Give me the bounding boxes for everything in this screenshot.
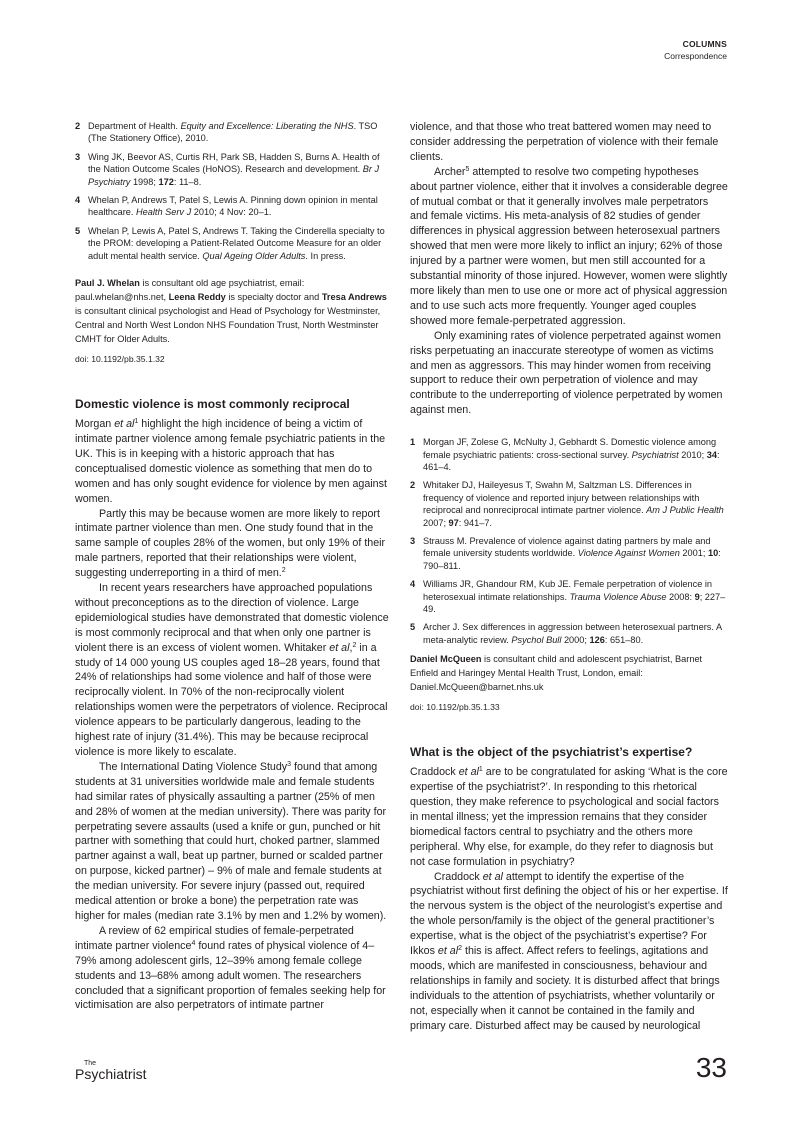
- italic-run: Trauma Violence Abuse: [569, 591, 667, 602]
- text-run: : 790–811.: [423, 548, 721, 571]
- italic-run: Equity and Excellence: Liberating the NHS: [180, 121, 354, 131]
- text-run: Whitaker DJ, Haileyesus T, Swahn M, Saltzman LS. Differences in frequency of violence and reported injury between relationships with reciprocal and nonreciprocal intimate partner violence.: [423, 480, 700, 516]
- text-run: : 461–4.: [423, 449, 720, 472]
- italic-run: Psychol Bull: [511, 634, 562, 645]
- left-column: [75, 120, 389, 1013]
- subsection-label: Correspondence: [664, 51, 727, 61]
- italic-run: Health Serv J: [136, 207, 192, 218]
- text-run: : 11–8.: [173, 176, 202, 187]
- reference-number: 3: [75, 151, 81, 162]
- author-note: [75, 276, 389, 346]
- bold-run: 97: [448, 517, 459, 528]
- text-run: : 941–7.: [458, 517, 492, 528]
- text-run: Partly this may be because women are more likely to report intimate partner violence than men. One study found that in the same sample of couples 28% of the women, but only 19% of their male partners, reported that their relationships were violent, suggesting underreporting in a third of men.: [75, 507, 386, 580]
- reference-text: [88, 120, 389, 145]
- text-run: in a study of 14 000 young US couples aged 18–28 years, found that 24% of relationships had some violence and half of those were reciprocally violent. In 70% of the non-reciprocally violent relationships women were the perpetrators of violence. Reciprocal violence appears to be particularly dangerous, leading to the highest rate of injury (31.4%). This may be because reciprocal violence is more likely to escalate.: [75, 641, 388, 758]
- bold-run: 126: [589, 634, 605, 645]
- reference-item: [410, 621, 728, 646]
- citation-superscript: 1: [134, 418, 139, 426]
- reference-list: [410, 436, 728, 646]
- text-run: attempted to resolve two competing hypotheses about partner violence, either that it involves a considerable degree of mutual combat or that it generally involves male perpetrators and female victims. His meta-analysis of 82 studies of gender differences in physical aggression between heterosexual partners showed that men were more likely to inflict an injury; 62% of those injured by a partner were women, but men still accounted for a substantial minority of those injured. However, women were slightly more likely than men to use one or more act of physical aggression and to use such acts more frequently. Younger aged couples showed more female-perpetrated aggression.: [410, 165, 728, 327]
- text-run: highlight the high incidence of being a victim of intimate partner violence among female psychiatric patients in the UK. This is in keeping with a historic approach that has conceptualised domestic violence as something that men do to women and has only sought evidence for violence by men against women.: [75, 418, 387, 505]
- bold-run: Tresa Andrews: [321, 292, 387, 303]
- article-body: [75, 417, 389, 1013]
- reference-item: [410, 578, 728, 615]
- paragraph: [75, 760, 389, 924]
- reference-number: 5: [410, 622, 416, 633]
- journal-logo: [75, 1060, 147, 1082]
- italic-run: Qual Ageing Older Adults: [202, 250, 306, 261]
- bold-run: Daniel McQueen: [410, 654, 482, 665]
- text-run: is consultant clinical psychologist and Head of Psychology for Westminster, Central and North West London NHS Foundation Trust, North Westminster CMHT for Older Adults.: [75, 306, 381, 345]
- italic-run: Psychiatrist: [631, 449, 679, 460]
- text-run: Wing JK, Beevor AS, Curtis RH, Park SB, Hadden S, Burns A. Health of the Nation Outcome Scales (HoNOS). Research and development.: [88, 151, 380, 175]
- paragraph: [75, 581, 389, 760]
- paragraph: [410, 765, 728, 869]
- reference-number: 1: [410, 437, 416, 448]
- text-run: Only examining rates of violence perpetrated against women risks perpetuating an inaccurate stereotype of women as victims and men as aggressors. This may hinder women from receiving support to reduce their own perpetration of violence and may contribute to the underreporting of violence perpetrated by women against men.: [410, 329, 723, 417]
- text-run: Whelan P, Andrews T, Patel S, Lewis A. Pinning down opinion in mental healthcare.: [88, 195, 378, 218]
- italic-run: et al: [437, 945, 459, 958]
- text-run: 2010;: [678, 449, 707, 460]
- paragraph: [410, 870, 728, 1034]
- reference-text: [88, 194, 389, 219]
- reference-item: [410, 436, 728, 473]
- doi: doi: 10.1192/pb.35.1.33: [410, 702, 500, 713]
- paragraph: [410, 165, 728, 329]
- text-run: : 651–80.: [604, 634, 644, 645]
- reference-item: [410, 479, 728, 529]
- reference-text: [423, 535, 728, 572]
- paragraph: [75, 507, 389, 582]
- bold-run: Paul J. Whelan: [75, 278, 140, 289]
- reference-number: 5: [75, 225, 81, 236]
- paragraph: [410, 120, 728, 165]
- italic-run: Violence Against Women: [577, 548, 680, 559]
- paragraph: [75, 417, 389, 506]
- paragraph: [410, 329, 728, 418]
- italic-run: et al: [458, 766, 479, 779]
- reference-item: [75, 120, 389, 145]
- logo-the: The: [84, 1060, 97, 1067]
- doi: doi: 10.1192/pb.35.1.32: [75, 354, 165, 365]
- text-run: is specialty doctor and: [225, 292, 322, 303]
- section-label: COLUMNS: [682, 39, 727, 49]
- citation-superscript: 1: [478, 766, 483, 774]
- text-run: 2010; 4 Nov: 20–1.: [191, 207, 272, 218]
- reference-text: [423, 436, 728, 473]
- bold-run: 9: [694, 591, 700, 602]
- reference-number: 4: [75, 195, 81, 206]
- reference-item: [410, 535, 728, 572]
- reference-list: [75, 120, 389, 262]
- bold-run: Leena Reddy: [168, 292, 226, 303]
- italic-run: et al: [114, 418, 135, 431]
- text-run: 2000;: [561, 634, 590, 645]
- text-run: Archer J. Sex differences in aggression between heterosexual partners. A meta-analytic review.: [423, 622, 722, 645]
- text-run: 2007;: [423, 517, 449, 528]
- text-run: found rates of physical violence of 4–79% among adolescent girls, 12–39% among female college students and 13–68% among adult women. The researchers concluded that a significant proportion of females seeking help for victimisation are also perpetrators of intimate partner: [75, 939, 386, 1012]
- text-run: 2001;: [679, 548, 708, 559]
- text-run: found that among students at 31 universities worldwide male and female students had similar rates of physically assaulting a partner (25% of men and 28% of women at the median university). There was parity for perpetrating severe assaults (used a knife or gun, punched or hit partner with something that could hurt, choked partner, slammed partner against a wall, beat up partner, burned or scalded partner on purpose, kicked partner) – 9% of male and female students at the median university. For severe injury (passed out, required medical attention or broke a bone) the perpetration rate was higher for males (median rate 3.1% by men and 1.2% by women).: [75, 760, 387, 922]
- text-run: violence, and that those who treat battered women may need to consider addressing the perpetration of violence with their female clients.: [410, 121, 719, 163]
- citation-superscript: 3: [287, 760, 292, 768]
- text-run: Craddock: [410, 766, 459, 779]
- text-run: is consultant old age psychiatrist, email: paul.whelan@nhs.net,: [75, 278, 305, 303]
- text-run: this is affect. Affect refers to feelings, agitations and moods, which are manifested in consciousness, behaviour and relationships in family and society. It is disturbed affect that brings individuals to the attention of psychiatrists, whether voluntarily or not, especially when it cannot be contained in the family and primary care. Disturbed affect may be caused by neurological: [410, 945, 720, 1032]
- text-run: Morgan: [75, 418, 115, 431]
- text-run: ; 227–49.: [423, 591, 726, 614]
- bold-run: 172: [158, 176, 174, 187]
- text-run: ,: [349, 641, 353, 654]
- italic-run: et al: [329, 641, 350, 654]
- reference-number: 2: [75, 121, 81, 131]
- reference-number: 3: [410, 535, 416, 546]
- citation-superscript: 4: [191, 939, 196, 947]
- citation-superscript: 2: [352, 641, 357, 649]
- reference-text: [88, 225, 389, 262]
- text-run: . In press.: [305, 250, 346, 261]
- text-run: are to be congratulated for asking ‘What is the core expertise of the psychiatrist?’. In responding to this rhetorical question, they make reference to psychological and social factors in mental illness; yet the impression remains that they consider biomedical factors central to psychiatry and the others more peripheral. Why else, for example, do they refer to diagnosis but not case formulation in psychiatry?: [410, 766, 728, 868]
- italic-run: Br J Psychiatry: [88, 164, 380, 187]
- citation-superscript: 2: [281, 567, 286, 575]
- article-heading: What is the object of the psychiatrist’s expertise?: [410, 745, 693, 760]
- text-run: In recent years researchers have approached populations without preconceptions as to the direction of violence. Large epidemiological studies have demonstrated that domestic violence is most commonly reciprocal and that when only one partner is violent there is an excess of violent women. Whitaker: [75, 582, 389, 654]
- running-header: [664, 38, 727, 62]
- text-run: 2008:: [666, 591, 695, 602]
- reference-item: [75, 225, 389, 262]
- text-run: 1998;: [130, 176, 159, 187]
- reference-item: [75, 151, 389, 188]
- text-run: A review of 62 empirical studies of female-perpetrated intimate partner violence: [75, 924, 354, 952]
- reference-number: 2: [410, 480, 416, 491]
- text-run: Archer: [434, 165, 466, 178]
- right-column: [410, 120, 728, 1034]
- reference-text: [423, 578, 728, 615]
- italic-run: Am J Public Health: [646, 505, 724, 516]
- reference-text: [88, 151, 389, 188]
- text-run: Craddock: [434, 870, 483, 883]
- text-run: Morgan JF, Zolese G, McNulty J, Gebhardt S. Domestic violence among female psychiatric patients: cross-sectional survey.: [423, 437, 717, 460]
- text-run: Williams JR, Ghandour RM, Kub JE. Female perpetration of violence in heterosexual intimate relationships.: [423, 579, 713, 602]
- article-body: [410, 765, 728, 1033]
- text-run: Whelan P, Lewis A, Patel S, Andrews T. Taking the Cinderella specialty to the PROM: developing a Patient-Related Outcome Measure for an older adult mental health service.: [88, 225, 385, 261]
- logo-name: Psychiatrist: [75, 1066, 147, 1082]
- text-run: is consultant child and adolescent psychiatrist, Barnet Enfield and Haringey Mental Health Trust, London, email: Daniel.McQueen@barnet.nhs.uk: [410, 654, 703, 693]
- bold-run: 34: [706, 449, 717, 460]
- citation-superscript: 2: [458, 945, 463, 953]
- bold-run: 10: [707, 548, 719, 559]
- reference-item: [75, 194, 389, 219]
- author-note: [410, 652, 728, 694]
- text-run: attempt to identify the expertise of the psychiatrist without first defining the object of his or her expertise. If the nervous system is the object of the neurologist’s expertise and the whole person/family is the object of the general practitioner’s expertise, what is the object of the psychiatrist’s expertise? For Ikkos: [410, 870, 728, 958]
- page-number: 33: [695, 1052, 727, 1083]
- reference-text: [423, 621, 728, 646]
- italic-run: et al: [482, 870, 503, 883]
- citation-superscript: 5: [465, 165, 470, 173]
- text-run: The International Dating Violence Study: [99, 760, 288, 773]
- reference-number: 4: [410, 579, 416, 590]
- reference-text: [423, 479, 728, 529]
- text-run: Strauss M. Prevalence of violence against dating partners by male and female university students worldwide.: [423, 535, 711, 559]
- text-run: Department of Health.: [88, 121, 181, 131]
- text-run: . TSO (The Stationery Office), 2010.: [88, 121, 378, 144]
- article-heading: Domestic violence is most commonly reciprocal: [75, 397, 350, 412]
- paragraph: [75, 924, 389, 1013]
- article-body-continued: [410, 120, 728, 418]
